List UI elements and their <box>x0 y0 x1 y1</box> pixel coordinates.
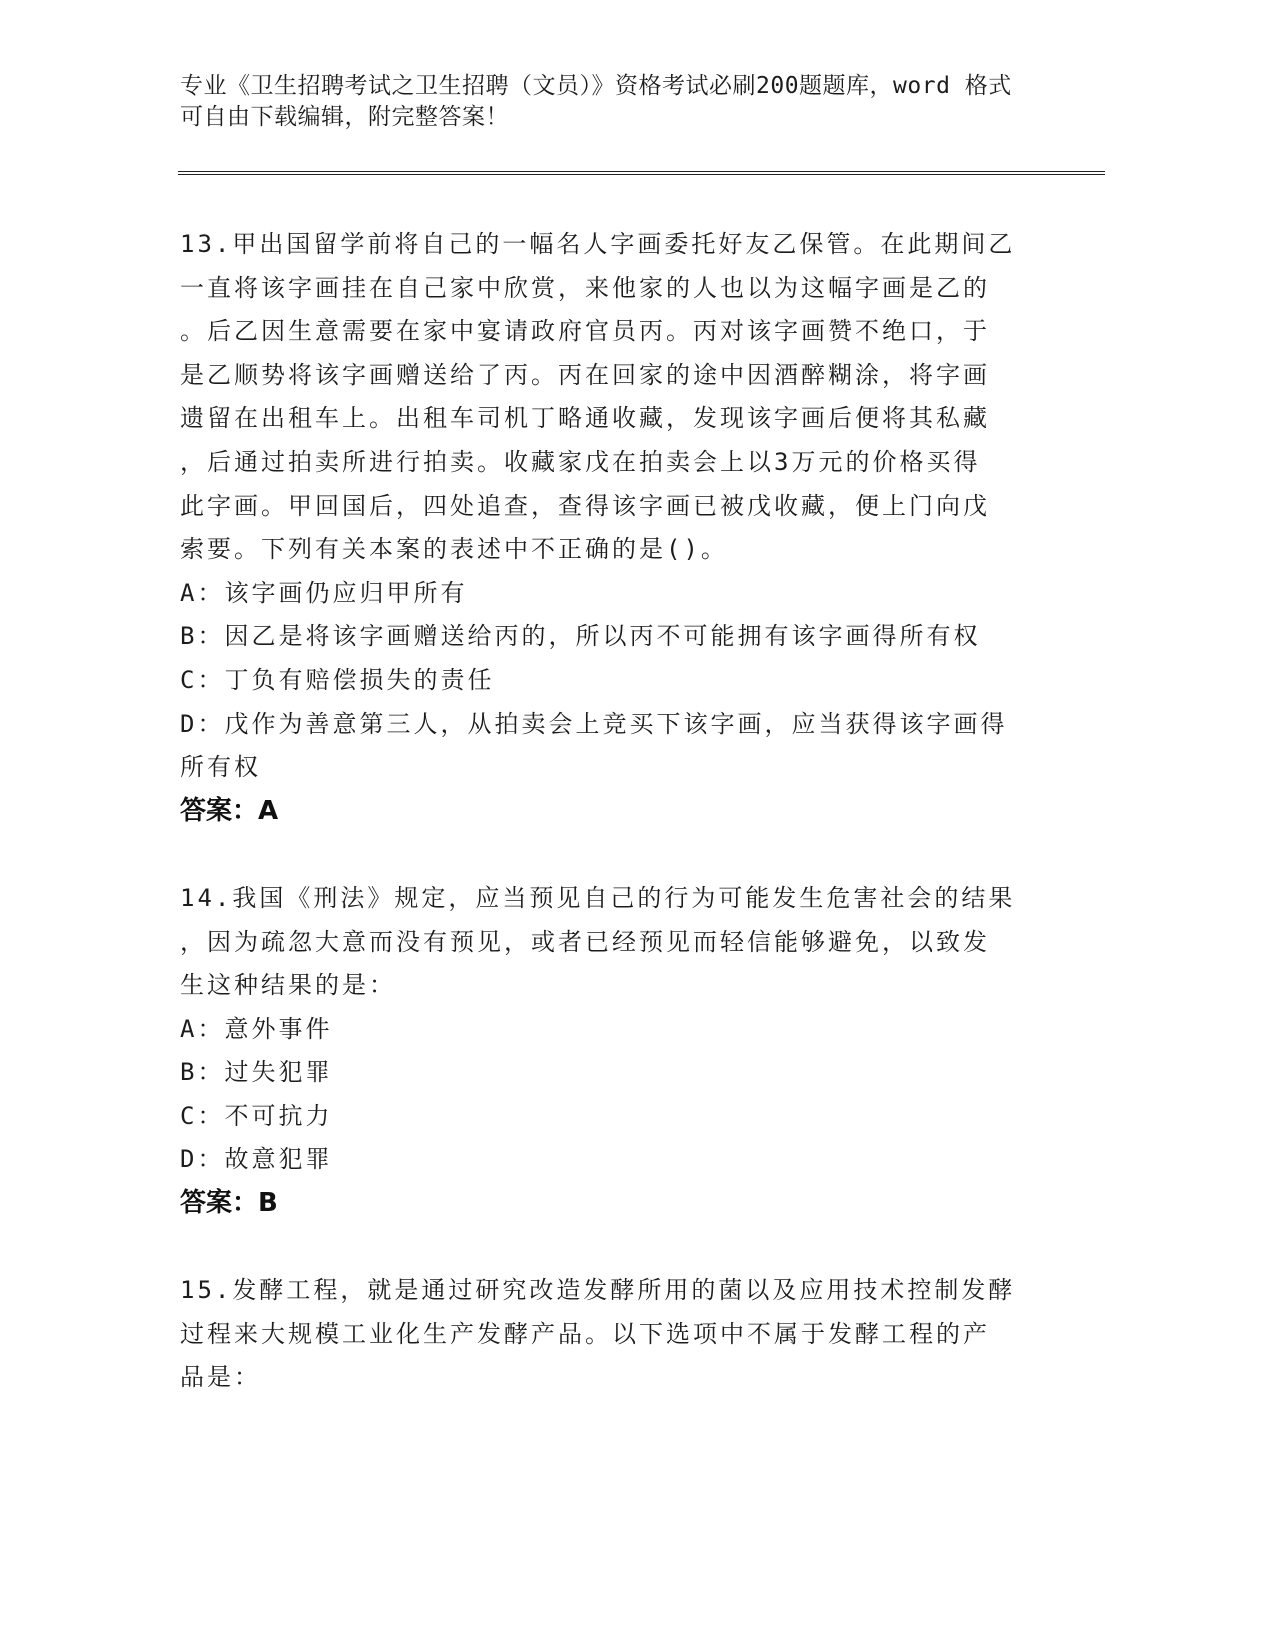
option-line: A：意外事件 <box>180 1014 333 1043</box>
option-line: A：该字画仍应归甲所有 <box>180 578 468 607</box>
stem-line: 过程来大规模工业化生产发酵产品。以下选项中不属于发酵工程的产 <box>180 1319 990 1348</box>
header-line: 专业《卫生招聘考试之卫生招聘（文员）》资格考试必刷200题题库，word 格式 <box>180 73 1012 99</box>
question-14 <box>180 877 1015 1226</box>
stem-line: 。后乙因生意需要在家中宴请政府官员丙。丙对该字画赞不绝口，于 <box>180 317 990 346</box>
option-line: C：丁负有赔偿损失的责任 <box>180 665 495 694</box>
stem-line: 一直将该字画挂在自己家中欣赏，来他家的人也以为这幅字画是乙的 <box>180 273 990 302</box>
stem-line: 13.甲出国留学前将自己的一幅名人字画委托好友乙保管。在此期间乙 <box>180 230 1016 258</box>
option-c <box>180 1095 1015 1139</box>
stem-line: 15.发酵工程，就是通过研究改造发酵所用的菌以及应用技术控制发酵 <box>180 1276 1016 1305</box>
header-divider <box>178 171 1105 175</box>
answer: 答案：A <box>180 795 279 826</box>
answer: 答案：B <box>180 1188 278 1219</box>
stem-line: ，因为疏忽大意而没有预见，或者已经预见而轻信能够避免，以致发 <box>180 927 990 956</box>
option-c <box>180 659 1015 703</box>
question-13 <box>180 223 1015 833</box>
question-stem <box>180 877 1015 1008</box>
stem-line: 索要。下列有关本案的表述中不正确的是()。 <box>180 535 728 564</box>
option-line: 所有权 <box>180 753 261 782</box>
option-line: D：故意犯罪 <box>180 1145 333 1174</box>
question-15 <box>180 1269 1015 1400</box>
stem-line: 14.我国《刑法》规定，应当预见自己的行为可能发生危害社会的结果 <box>180 883 1016 912</box>
option-d <box>180 1138 1015 1182</box>
page-header <box>180 71 1012 133</box>
stem-line: 是乙顺势将该字画赠送给了丙。丙在回家的途中因酒醉糊涂，将字画 <box>180 360 990 389</box>
stem-line: 生这种结果的是： <box>180 971 396 1000</box>
option-line: C：不可抗力 <box>180 1101 333 1130</box>
stem-line: ，后通过拍卖所进行拍卖。收藏家戊在拍卖会上以3万元的价格买得 <box>180 447 981 476</box>
option-b <box>180 1051 1015 1095</box>
option-line: B：因乙是将该字画赠送给丙的，所以丙不可能拥有该字画得所有权 <box>180 622 981 651</box>
stem-line: 品是： <box>180 1363 261 1392</box>
question-stem <box>180 1269 1015 1400</box>
option-b <box>180 615 1015 659</box>
option-d <box>180 703 1015 790</box>
option-a <box>180 572 1015 616</box>
stem-line: 遗留在出租车上。出租车司机丁略通收藏，发现该字画后便将其私藏 <box>180 404 990 433</box>
question-stem <box>180 223 1015 572</box>
header-line: 可自由下载编辑，附完整答案！ <box>180 104 509 130</box>
question-list <box>180 223 1015 1444</box>
option-line: D：戊作为善意第三人，从拍卖会上竞买下该字画，应当获得该字画得 <box>180 709 1008 738</box>
option-a <box>180 1008 1015 1052</box>
stem-line: 此字画。甲回国后，四处追查，查得该字画已被戊收藏，便上门向戊 <box>180 491 990 520</box>
option-line: B：过失犯罪 <box>180 1058 333 1087</box>
